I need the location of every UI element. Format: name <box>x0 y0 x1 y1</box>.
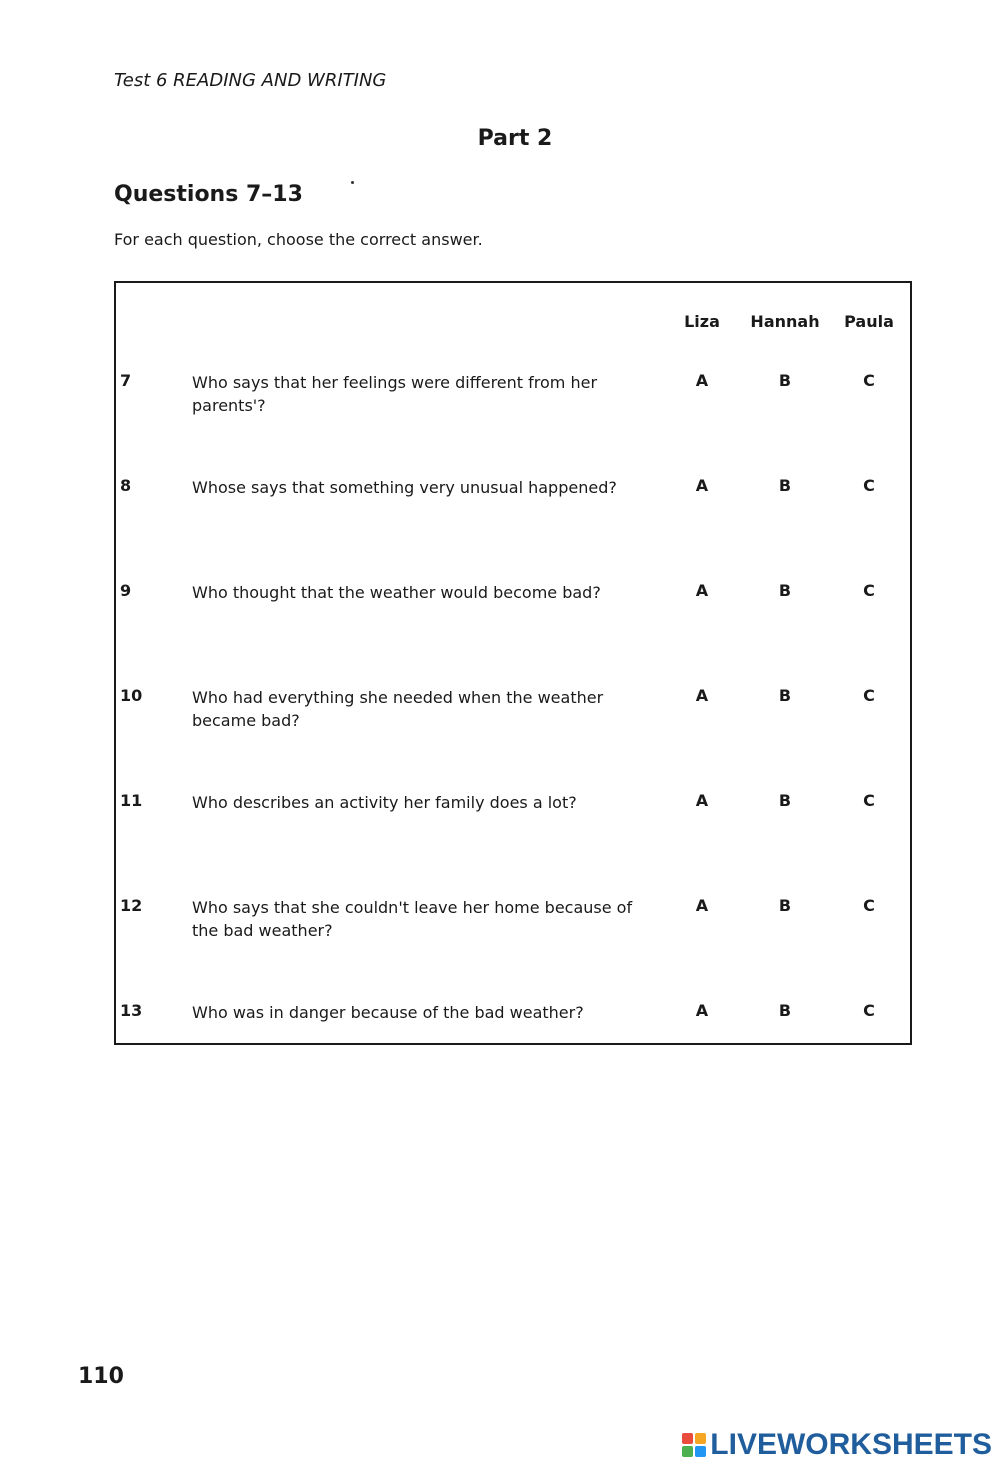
option-b[interactable]: B <box>778 476 792 495</box>
questions-title: Questions 7–13 <box>114 182 303 207</box>
liveworksheets-logo-icon <box>682 1433 706 1457</box>
logo-tile <box>695 1433 706 1444</box>
question-text: Who says that she couldn't leave her home because of the bad weather? <box>192 898 633 940</box>
question-number: 7 <box>120 371 132 390</box>
question-number: 11 <box>120 791 143 810</box>
option-c[interactable]: C <box>863 1001 875 1020</box>
question-number: 8 <box>120 476 132 495</box>
question-text: Who describes an activity her family does a lot? <box>192 793 577 812</box>
option-a[interactable]: A <box>695 581 709 600</box>
option-a[interactable]: A <box>695 371 709 390</box>
question-text: Who was in danger because of the bad weather? <box>192 1003 584 1022</box>
question-text: Who had everything she needed when the weather became bad? <box>192 688 604 730</box>
option-c[interactable]: C <box>863 896 875 915</box>
question-text: Who says that her feelings were different from her parents'? <box>192 373 598 415</box>
question-number: 10 <box>120 686 143 705</box>
logo-tile <box>682 1433 693 1444</box>
option-c[interactable]: C <box>863 371 875 390</box>
question-text: Who thought that the weather would become bad? <box>192 583 601 602</box>
logo-tile <box>695 1446 706 1457</box>
question-number: 13 <box>120 1001 143 1020</box>
option-a[interactable]: A <box>695 476 709 495</box>
brand-name: LIVEWORKSHEETS <box>710 1428 992 1461</box>
page-number: 110 <box>78 1364 124 1389</box>
option-a[interactable]: A <box>695 686 709 705</box>
option-b[interactable]: B <box>778 581 792 600</box>
instruction-text: For each question, choose the correct answer. <box>114 230 483 249</box>
question-text: Whose says that something very unusual happened? <box>192 478 617 497</box>
option-a[interactable]: A <box>695 791 709 810</box>
liveworksheets-brand[interactable] <box>682 1428 992 1462</box>
option-c[interactable]: C <box>863 581 875 600</box>
stray-mark <box>351 181 354 184</box>
column-header-liza: Liza <box>684 312 720 331</box>
question-number: 12 <box>120 896 143 915</box>
column-header-paula: Paula <box>844 312 894 331</box>
option-c[interactable]: C <box>863 791 875 810</box>
part-title: Part 2 <box>477 126 553 151</box>
option-a[interactable]: A <box>695 896 709 915</box>
column-header-hannah: Hannah <box>750 312 820 331</box>
option-b[interactable]: B <box>778 791 792 810</box>
running-header: Test 6 READING AND WRITING <box>114 70 387 91</box>
option-b[interactable]: B <box>778 1001 792 1020</box>
logo-tile <box>682 1446 693 1457</box>
question-number: 9 <box>120 581 132 600</box>
option-a[interactable]: A <box>695 1001 709 1020</box>
option-b[interactable]: B <box>778 371 792 390</box>
option-c[interactable]: C <box>863 686 875 705</box>
option-b[interactable]: B <box>778 896 792 915</box>
option-c[interactable]: C <box>863 476 875 495</box>
option-b[interactable]: B <box>778 686 792 705</box>
